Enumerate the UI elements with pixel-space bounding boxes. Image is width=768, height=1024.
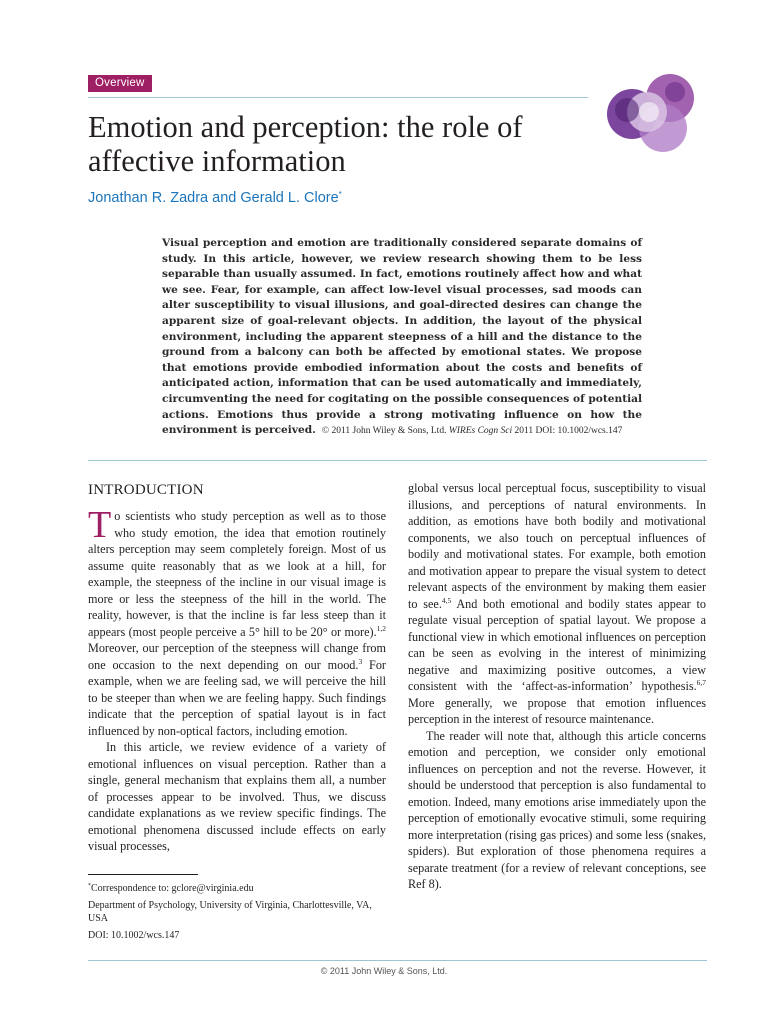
citation-ref: 6,7 (696, 678, 706, 687)
authors-line (88, 190, 342, 206)
author-names: Jonathan R. Zadra and Gerald L. Clore (88, 190, 339, 206)
citation-ref: 3 (358, 656, 363, 666)
intro-paragraph-1 (88, 504, 386, 739)
paragraph-text: More generally, we propose that emotion influences perception in the interest of resource maintenance. (408, 695, 706, 726)
paragraph-text: global versus local perceptual focus, susceptibility to visual illusions, and perceptions of natural environments. In addition, as emotions have both bodily and motivational components, we also touch on perceptual influences of bodily and motivational states. For example, both emotion and motivation appear to prepare the visual system to detect relevant aspects of the environment by making them easier to see. (408, 481, 706, 611)
column-left (88, 480, 386, 855)
paragraph-text: Moreover, our perception of the steepness will change from one occasion to the next depending on our mood. (88, 641, 386, 672)
article-title: Emotion and perception: the role of affective information (88, 110, 523, 178)
intro-paragraph-2: In this article, we review evidence of a variety of emotional influences on visual perception. Rather than a single, general mechanism that explains them all, a number of processes appear to be involved. Thus, we discuss candidate explanations as we review specific findings. The emotional phenomena discussed include effects on early visual processes, (88, 740, 386, 853)
header-divider (88, 97, 588, 98)
paragraph-text: For example, when we are feeling sad, we will perceive the hill to be steeper than when we are feeling happy. Such findings indicate that the perception of spatial layout is in fact influenced by non-optical factors, including emotion. (88, 657, 386, 738)
paragraph-text: o scientists who study perception as well as to those who study emotion, the idea that emotion routinely alters perception may seem completely foreign. Most of us assume quite reasonably that as we look at a hill, for example, the steepness of the incline in our visual image is more or less the steepness of the hill in the world. The reality, however, is that the incline is far less steep than it appears (most people perceive a 5° hill to be 20° or more). (88, 509, 386, 639)
footer-divider (88, 960, 707, 961)
correspondence-note (88, 880, 388, 895)
column-right (408, 480, 706, 893)
citation-ref: 4,5 (441, 595, 452, 605)
journal-logo (605, 72, 701, 154)
section-divider (88, 460, 707, 461)
section-badge: Overview (88, 75, 152, 92)
footnotes (88, 880, 388, 946)
journal-doi: 2011 DOI: 10.1002/wcs.147 (514, 426, 623, 437)
affiliation-note: Department of Psychology, University of Virginia, Charlottesville, VA, USA (88, 900, 372, 924)
section-heading: INTRODUCTION (88, 482, 204, 498)
footnote-marker: * (88, 883, 91, 889)
paragraph-text: And both emotional and bodily states appear to regulate visual perception of spatial layout. We propose a functional view in which emotional influences on perception can be seen as evolving in the interest of minimizing negative and maximizing positive outcomes, a view consistent with the ‘affect-as-information’ hypothesis. (408, 596, 706, 693)
correspondence-email: Correspondence to: gclore@virginia.edu (91, 883, 254, 894)
correspondence-marker: * (338, 190, 342, 199)
citation-ref: 1,2 (376, 623, 386, 633)
intro-paragraph-3 (408, 480, 706, 728)
journal-name: WIREs Cogn Sci (448, 426, 513, 437)
intro-paragraph-4: The reader will note that, although this article concerns emotion and perception, we consider only emotional influences on perception and not the reverse. However, it should be understood that perception is also fundamental to emotion. Indeed, many emotions arise immediately upon the perception of emotionally evocative stimuli, some requiring more interpretation (rising gas prices) and some less (snakes, spiders). But exploration of those phenomena requires a separate treatment (for a review of relevant conceptions, see Ref 8). (408, 728, 706, 891)
drop-cap: T (88, 504, 112, 546)
abstract (162, 236, 642, 440)
copyright-notice: © 2011 John Wiley & Sons, Ltd. (321, 426, 447, 437)
abstract-text: Visual perception and emotion are traditionally considered separate domains of study. In this article, however, we review research showing them to be less separable than usually assumed. In fact, emotions routinely affect how and what we see. Fear, for example, can affect low-level visual processes, sad moods can alter susceptibility to visual illusions, and goal-directed desires can change the apparent size of goal-relevant objects. In addition, the layout of the physical environment, including the apparent steepness of a hill and the distance to the ground from a balcony can both be affected by emotional states. We propose that emotions provide embodied information about the costs and benefits of anticipated action, information that can be used automatically and immediately, circumventing the need for cogitating on the possible consequences of potential actions. Emotions thus provide a strong motivating influence on how the environment is perceived. (162, 237, 642, 437)
footnote-divider (88, 874, 198, 875)
page-footer: © 2011 John Wiley & Sons, Ltd. (320, 966, 448, 976)
doi-note: DOI: 10.1002/wcs.147 (88, 930, 180, 941)
abstract-copyright (320, 426, 623, 436)
